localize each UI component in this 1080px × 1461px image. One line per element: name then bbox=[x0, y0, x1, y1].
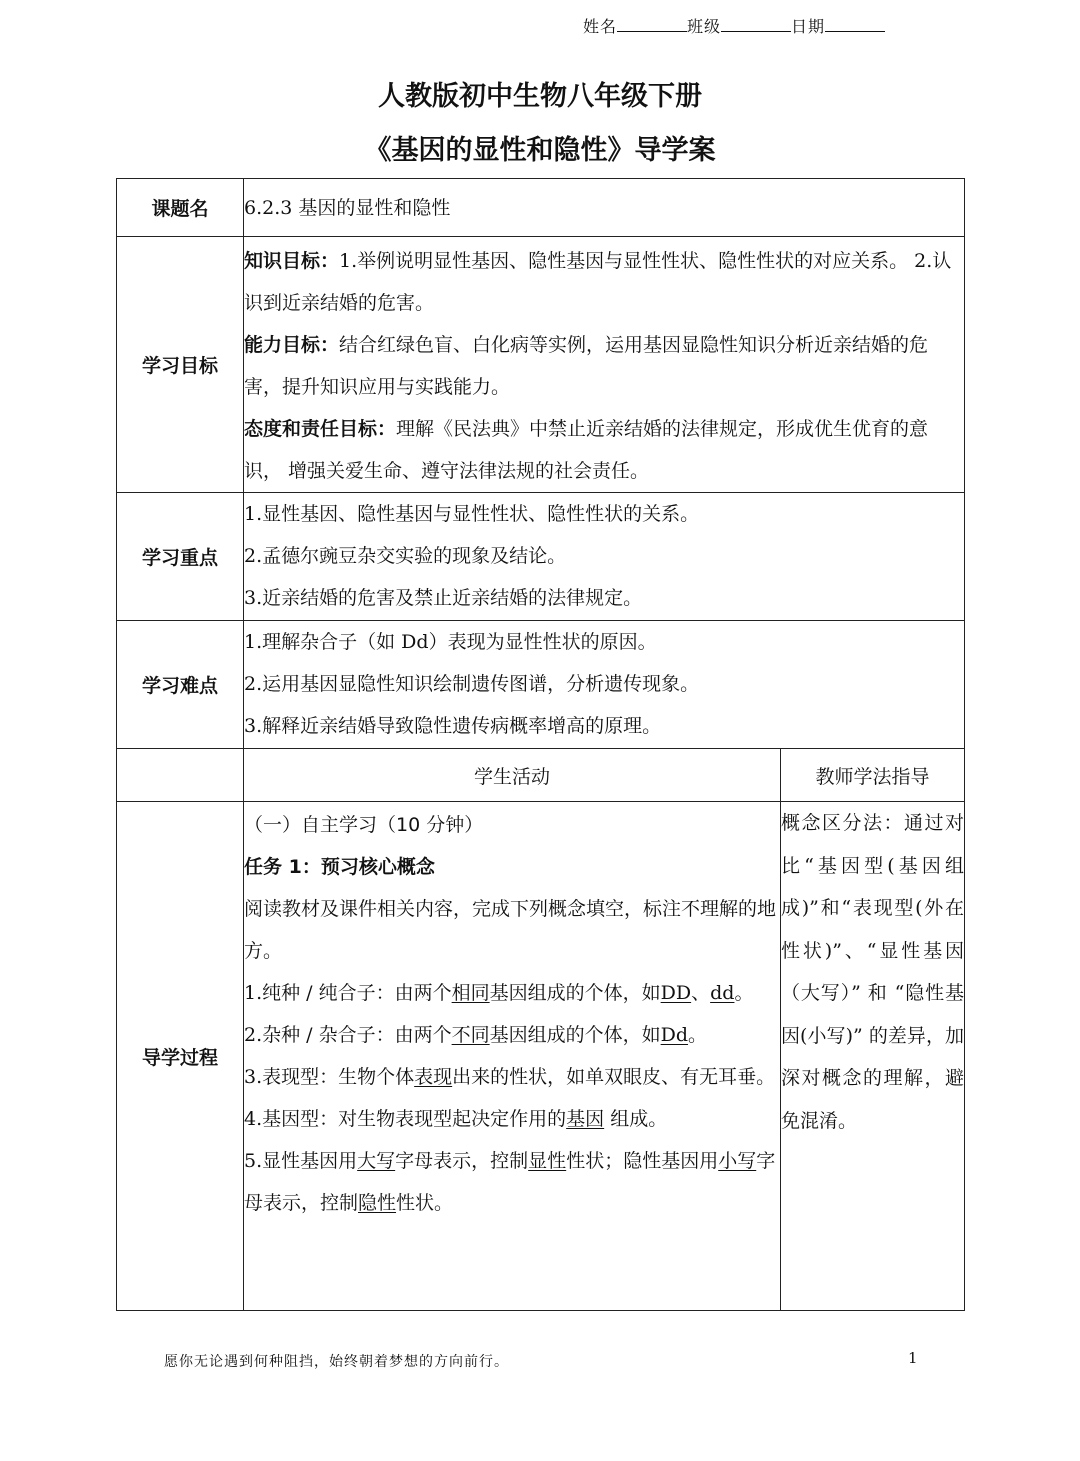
teacher-guidance-text: 概念区分法：通过对比“基因型(基因组成)”和“表现型(外在性状)”、“显性基因（大写）” 和 “隐性基因(小写)” 的差异，加深对概念的理解，避免混淆。 bbox=[781, 802, 965, 1311]
concept-text: 2.杂种 / 杂合子：由两个 bbox=[244, 1024, 452, 1046]
ability-objective-text: 结合红绿色盲、白化病等实例，运用基因显隐性知识分析近亲结婚的危害，提升知识应用与实践能力。 bbox=[244, 334, 929, 398]
concept-item-1 bbox=[244, 972, 780, 1014]
fill-blank-answer: 不同 bbox=[451, 1024, 490, 1046]
student-info-header bbox=[583, 14, 885, 37]
fill-blank-answer: 相同 bbox=[451, 982, 490, 1004]
process-row bbox=[117, 802, 965, 1311]
section-heading: （一）自主学习（10 分钟） bbox=[244, 814, 484, 836]
key-point-item: 2.孟德尔豌豆杂交实验的现象及结论。 bbox=[244, 545, 567, 567]
difficulty-item: 1.理解杂合子（如 Dd）表现为显性性状的原因。 bbox=[244, 631, 657, 653]
key-point-item: 3.近亲结婚的危害及禁止近亲结婚的法律规定。 bbox=[244, 587, 643, 609]
concept-text: 5.显性基因用 bbox=[244, 1150, 358, 1172]
objectives-row bbox=[117, 237, 965, 493]
difficulties-row bbox=[117, 621, 965, 749]
concept-item-4 bbox=[244, 1098, 780, 1140]
ability-objective bbox=[244, 324, 964, 408]
attitude-objective-head: 态度和责任目标： bbox=[244, 418, 397, 440]
key-points-row bbox=[117, 493, 965, 621]
difficulty-item: 3.解释近亲结婚导致隐性遗传病概率增高的原理。 bbox=[244, 715, 662, 737]
date-blank[interactable] bbox=[825, 17, 885, 32]
knowledge-objective bbox=[244, 240, 964, 324]
knowledge-objective-head: 知识目标： bbox=[244, 250, 340, 272]
concept-text: 1.纯种 / 纯合子：由两个 bbox=[244, 982, 452, 1004]
name-label: 姓名 bbox=[583, 17, 618, 36]
concept-text: 性状；隐性基因用 bbox=[566, 1150, 719, 1172]
task-heading: 任务 1：预习核心概念 bbox=[244, 856, 435, 878]
fill-blank-answer: 隐性 bbox=[358, 1192, 397, 1214]
fill-blank-answer: DD bbox=[660, 982, 692, 1004]
concept-text: 基因组成的个体，如 bbox=[489, 1024, 661, 1046]
fill-blank-answer: 小写 bbox=[718, 1150, 757, 1172]
fill-blank-answer: dd bbox=[710, 982, 735, 1004]
concept-text: 性状。 bbox=[396, 1192, 454, 1214]
class-blank[interactable] bbox=[721, 17, 791, 32]
task-instructions: 阅读教材及课件相关内容，完成下列概念填空，标注不理解的地方。 bbox=[244, 898, 777, 962]
column-header-row bbox=[117, 749, 965, 802]
concept-text: 4.基因型：对生物表现型起决定作用的 bbox=[244, 1108, 567, 1130]
process-label: 导学过程 bbox=[117, 802, 244, 1311]
attitude-objective bbox=[244, 408, 964, 492]
key-points-label: 学习重点 bbox=[117, 493, 244, 621]
empty-header-cell bbox=[117, 749, 244, 802]
concept-item-3 bbox=[244, 1056, 780, 1098]
page-number: 1 bbox=[908, 1349, 918, 1367]
date-label: 日期 bbox=[791, 17, 826, 36]
difficulty-item: 2.运用基因显隐性知识绘制遗传图谱，分析遗传现象。 bbox=[244, 673, 700, 695]
fill-blank-answer: Dd bbox=[660, 1024, 689, 1046]
attitude-objective-text: 理解《民法典》中禁止近亲结婚的法律规定，形成优生优育的意识， 增强关爱生命、遵守法律法规的社会责任。 bbox=[244, 418, 929, 482]
topic-value: 6.2.3 基因的显性和隐性 bbox=[244, 196, 451, 219]
concept-item-2 bbox=[244, 1014, 780, 1056]
knowledge-objective-text: 1.举例说明显性基因、隐性基因与显性性状、隐性性状的对应关系。 2.认识到近亲结婚的危害。 bbox=[244, 250, 952, 314]
fill-blank-answer: 大写 bbox=[357, 1150, 396, 1172]
teacher-guidance-header: 教师学法指导 bbox=[781, 749, 965, 802]
student-activity-header: 学生活动 bbox=[244, 749, 781, 802]
concept-text: 字母表示，控制 bbox=[395, 1150, 529, 1172]
topic-row bbox=[117, 179, 965, 237]
document-subtitle: 《基因的显性和隐性》导学案 bbox=[364, 135, 716, 166]
concept-text: 。 bbox=[688, 1024, 708, 1046]
concept-text: 、 bbox=[691, 982, 711, 1004]
fill-blank-answer: 表现 bbox=[414, 1066, 453, 1088]
fill-blank-answer: 基因 bbox=[566, 1108, 605, 1130]
document-title: 人教版初中生物八年级下册 bbox=[378, 81, 702, 112]
footer-motto: 愿你无论遇到何种阻挡，始终朝着梦想的方向前行。 bbox=[164, 1354, 509, 1370]
concept-text: 。 bbox=[734, 982, 754, 1004]
concept-text: 3.表现型：生物个体 bbox=[244, 1066, 415, 1088]
ability-objective-head: 能力目标： bbox=[244, 334, 340, 356]
name-blank[interactable] bbox=[617, 17, 687, 32]
concept-text: 出来的性状，如单双眼皮、有无耳垂。 bbox=[452, 1066, 776, 1088]
topic-label: 课题名 bbox=[117, 179, 244, 237]
class-label: 班级 bbox=[687, 17, 722, 36]
fill-blank-answer: 显性 bbox=[528, 1150, 567, 1172]
concept-text: 基因组成的个体，如 bbox=[489, 982, 661, 1004]
study-guide-table bbox=[116, 178, 965, 1311]
difficulties-label: 学习难点 bbox=[117, 621, 244, 749]
concept-text: 组成。 bbox=[604, 1108, 668, 1130]
objectives-label: 学习目标 bbox=[117, 237, 244, 493]
concept-item-5 bbox=[244, 1140, 780, 1224]
key-point-item: 1.显性基因、隐性基因与显性性状、隐性性状的关系。 bbox=[244, 503, 700, 525]
concept-text: 字母表示，控制 bbox=[244, 1150, 776, 1214]
